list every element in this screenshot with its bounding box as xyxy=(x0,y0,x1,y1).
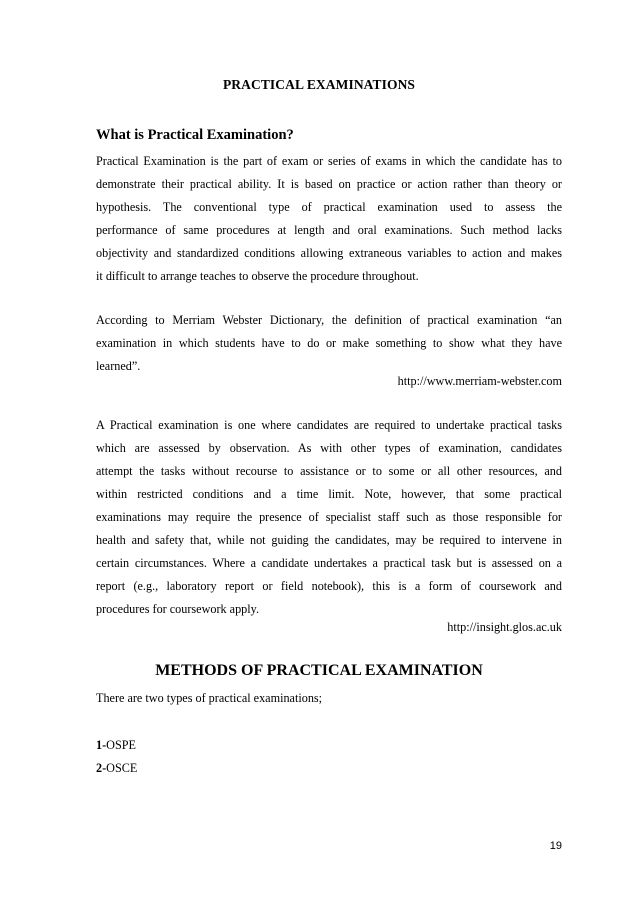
list-item-label: OSPE xyxy=(106,738,136,752)
text-line: examinations may require the presence of specialist staff such as those responsible for xyxy=(96,510,562,524)
text-line: attempt the tasks without recourse to assistance or to some or all other resources, and xyxy=(96,464,562,478)
list-number: 2- xyxy=(96,761,107,775)
paragraph-merriam-webster xyxy=(96,309,562,378)
text-line: Practical Examination is the part of exam or series of exams in which the candidate has to xyxy=(96,154,562,168)
text-line: examination in which students have to do or make something to show what they have xyxy=(96,336,562,350)
methods-intro: There are two types of practical examinations; xyxy=(96,691,323,705)
source-url-merriam-webster[interactable]: http://www.merriam-webster.com xyxy=(397,374,562,388)
text-line: learned”. xyxy=(96,359,141,373)
text-line: performance of same procedures at length and oral examinations. Such method lacks xyxy=(96,223,562,237)
text-line: demonstrate their practical ability. It is based on practice or action rather than theory or xyxy=(96,177,562,191)
text-line: A Practical examination is one where candidates are required to undertake practical tasks xyxy=(96,418,562,432)
text-line: certain circumstances. Where a candidate undertakes a practical task but is assessed on a xyxy=(96,556,562,570)
list-item-osce xyxy=(96,761,137,776)
text-line: procedures for coursework apply. xyxy=(96,602,260,616)
paragraph-practical-exam-description xyxy=(96,414,562,621)
text-line: health and safety that, while not guiding the candidates, may be required to intervene in xyxy=(96,533,562,547)
list-item-label: OSCE xyxy=(106,761,138,775)
list-number: 1- xyxy=(96,738,107,752)
page-number: 19 xyxy=(549,840,562,852)
page-title: PRACTICAL EXAMINATIONS xyxy=(222,77,416,92)
text-line: objectivity and standardized conditions allowing extraneous variables to action and makes xyxy=(96,246,562,260)
section-heading-what-is: What is Practical Examination? xyxy=(96,127,294,143)
text-line: report (e.g., laboratory report or field notebook), this is a form of coursework and xyxy=(96,579,562,593)
source-url-insight[interactable]: http://insight.glos.ac.uk xyxy=(447,620,562,634)
text-line: According to Merriam Webster Dictionary, the definition of practical examination “an xyxy=(96,313,562,327)
text-line: it difficult to arrange teaches to observe the procedure throughout. xyxy=(96,269,419,283)
text-line: which are assessed by observation. As with other types of examination, candidates xyxy=(96,441,562,455)
paragraph-definition xyxy=(96,150,562,288)
list-item-ospe xyxy=(96,738,136,753)
text-line: within restricted conditions and a time limit. Note, however, that some practical xyxy=(96,487,562,501)
methods-heading: METHODS OF PRACTICAL EXAMINATION xyxy=(155,662,483,679)
text-line: hypothesis. The conventional type of practical examination used to assess the xyxy=(96,200,562,214)
